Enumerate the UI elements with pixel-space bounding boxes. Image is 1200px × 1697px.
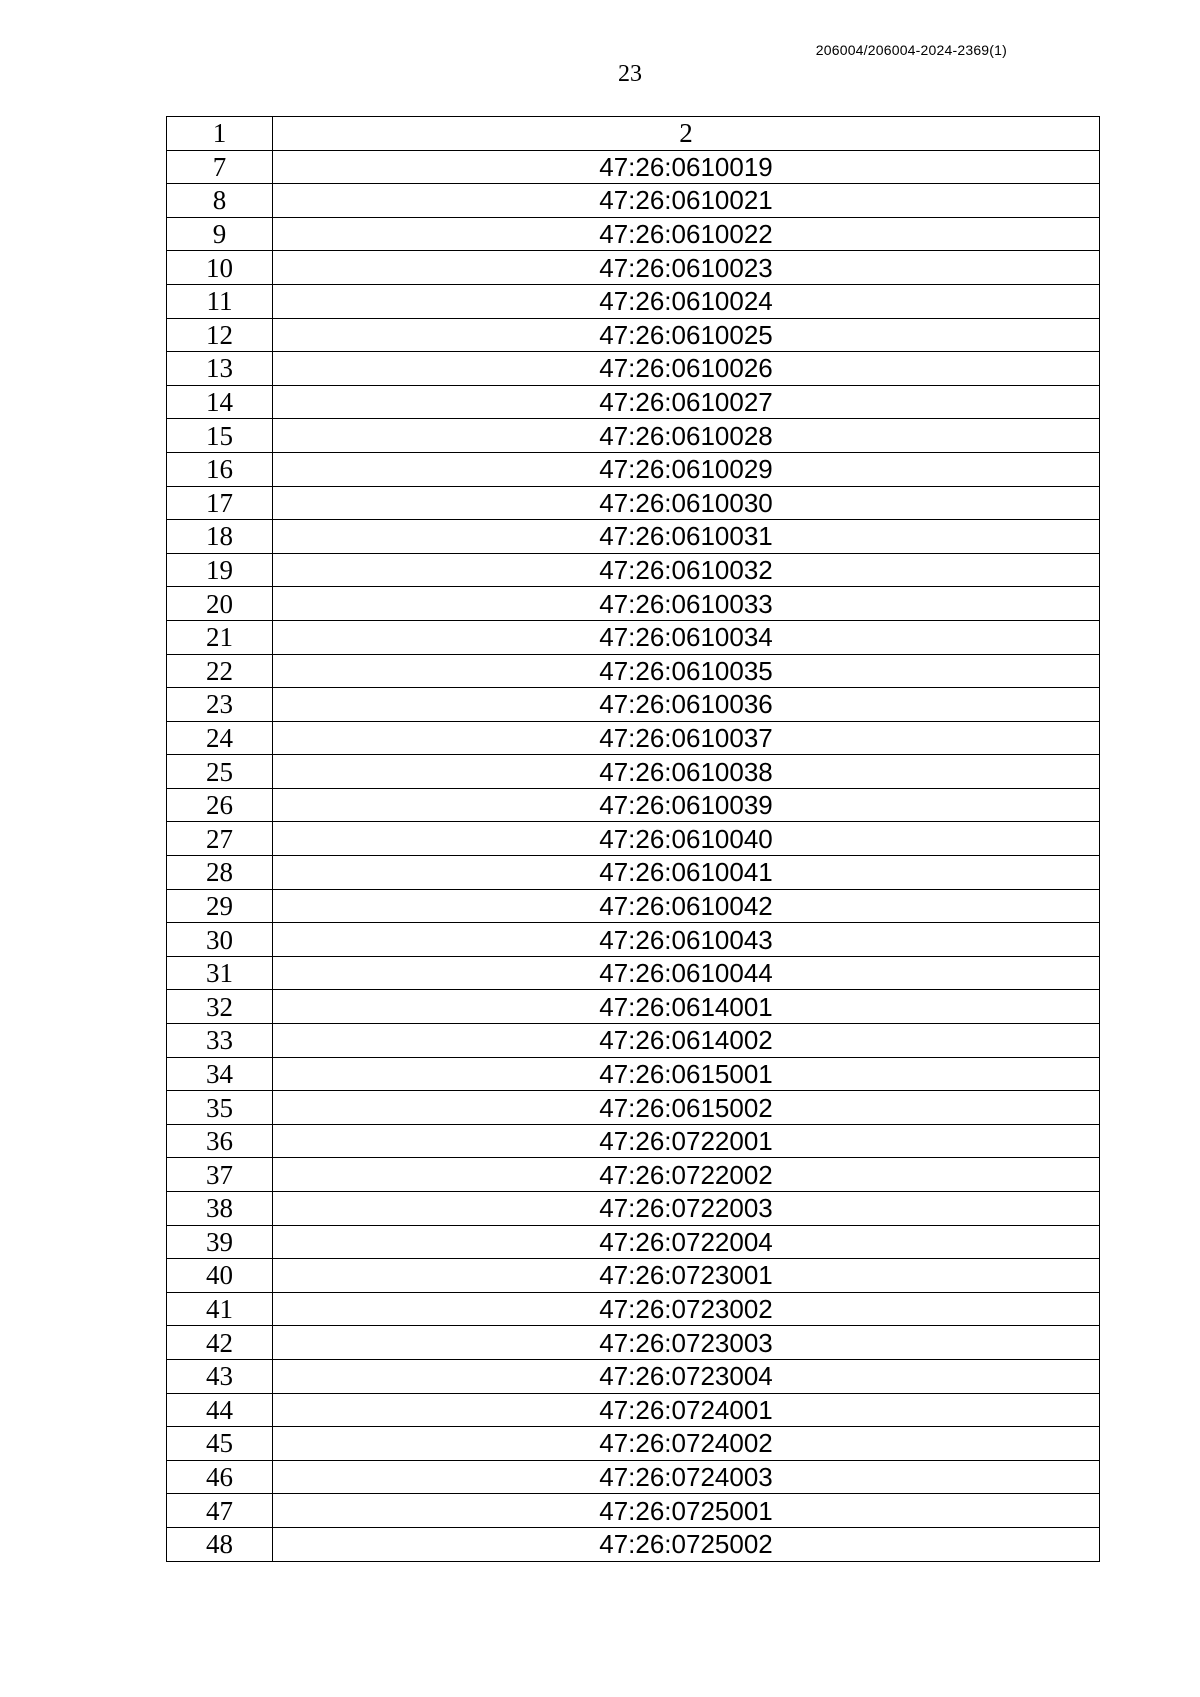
row-number-cell: 7 <box>167 150 273 184</box>
cadastral-number-cell: 47:26:0610032 <box>273 553 1100 587</box>
cadastral-number-cell: 47:26:0610019 <box>273 150 1100 184</box>
table-row <box>167 956 1100 990</box>
cadastral-number-cell: 47:26:0610037 <box>273 721 1100 755</box>
page-number: 23 <box>618 61 642 87</box>
cadastral-table-container <box>166 116 1100 1562</box>
table-row <box>167 284 1100 318</box>
row-number-cell: 24 <box>167 721 273 755</box>
table-row <box>167 184 1100 218</box>
row-number-cell: 44 <box>167 1393 273 1427</box>
row-number-cell: 39 <box>167 1225 273 1259</box>
cadastral-number-cell: 47:26:0615002 <box>273 1091 1100 1125</box>
row-number-cell: 22 <box>167 654 273 688</box>
row-number-cell: 32 <box>167 990 273 1024</box>
table-row <box>167 620 1100 654</box>
cadastral-number-cell: 47:26:0722001 <box>273 1124 1100 1158</box>
cadastral-number-cell: 47:26:0722004 <box>273 1225 1100 1259</box>
cadastral-number-cell: 47:26:0723002 <box>273 1292 1100 1326</box>
row-number-cell: 14 <box>167 385 273 419</box>
table-row <box>167 990 1100 1024</box>
table-row <box>167 553 1100 587</box>
row-number-cell: 11 <box>167 284 273 318</box>
table-row <box>167 1091 1100 1125</box>
cadastral-number-cell: 47:26:0610021 <box>273 184 1100 218</box>
row-number-cell: 40 <box>167 1259 273 1293</box>
table-row <box>167 1192 1100 1226</box>
table-body <box>167 117 1100 1562</box>
cadastral-number-cell: 47:26:0610034 <box>273 620 1100 654</box>
cadastral-number-cell: 47:26:0610038 <box>273 755 1100 789</box>
cadastral-number-cell: 47:26:0610043 <box>273 923 1100 957</box>
table-row <box>167 587 1100 621</box>
row-number-cell: 38 <box>167 1192 273 1226</box>
row-number-cell: 45 <box>167 1427 273 1461</box>
row-number-cell: 42 <box>167 1326 273 1360</box>
table-row <box>167 1024 1100 1058</box>
table-row <box>167 486 1100 520</box>
table-row <box>167 1057 1100 1091</box>
cadastral-number-cell: 47:26:0610031 <box>273 520 1100 554</box>
document-id: 206004/206004-2024-2369(1) <box>815 42 1007 58</box>
table-row <box>167 150 1100 184</box>
cadastral-number-cell: 47:26:0610033 <box>273 587 1100 621</box>
row-number-cell: 18 <box>167 520 273 554</box>
row-number-cell: 28 <box>167 856 273 890</box>
row-number-cell: 37 <box>167 1158 273 1192</box>
row-number-cell: 30 <box>167 923 273 957</box>
cadastral-number-cell: 47:26:0725002 <box>273 1527 1100 1561</box>
row-number-cell: 15 <box>167 419 273 453</box>
row-number-cell: 12 <box>167 318 273 352</box>
cadastral-number-cell: 47:26:0610025 <box>273 318 1100 352</box>
cadastral-number-cell: 47:26:0724002 <box>273 1427 1100 1461</box>
table-row <box>167 1292 1100 1326</box>
row-number-cell: 13 <box>167 352 273 386</box>
header-cell-2: 2 <box>273 117 1100 151</box>
row-number-cell: 33 <box>167 1024 273 1058</box>
table-row <box>167 1427 1100 1461</box>
table-row <box>167 452 1100 486</box>
table-row <box>167 822 1100 856</box>
row-number-cell: 36 <box>167 1124 273 1158</box>
table-row <box>167 755 1100 789</box>
row-number-cell: 20 <box>167 587 273 621</box>
cadastral-number-cell: 47:26:0610026 <box>273 352 1100 386</box>
cadastral-number-cell: 47:26:0610044 <box>273 956 1100 990</box>
cadastral-number-cell: 47:26:0724003 <box>273 1460 1100 1494</box>
row-number-cell: 17 <box>167 486 273 520</box>
cadastral-number-cell: 47:26:0724001 <box>273 1393 1100 1427</box>
cadastral-number-cell: 47:26:0614002 <box>273 1024 1100 1058</box>
row-number-cell: 9 <box>167 217 273 251</box>
row-number-cell: 25 <box>167 755 273 789</box>
cadastral-number-cell: 47:26:0723004 <box>273 1359 1100 1393</box>
row-number-cell: 48 <box>167 1527 273 1561</box>
table-row <box>167 1494 1100 1528</box>
table-header-row <box>167 117 1100 151</box>
row-number-cell: 19 <box>167 553 273 587</box>
table-row <box>167 1158 1100 1192</box>
cadastral-number-cell: 47:26:0610035 <box>273 654 1100 688</box>
row-number-cell: 34 <box>167 1057 273 1091</box>
table-row <box>167 217 1100 251</box>
table-row <box>167 654 1100 688</box>
row-number-cell: 46 <box>167 1460 273 1494</box>
table-row <box>167 1527 1100 1561</box>
row-number-cell: 10 <box>167 251 273 285</box>
table-row <box>167 1225 1100 1259</box>
cadastral-number-cell: 47:26:0610039 <box>273 788 1100 822</box>
row-number-cell: 21 <box>167 620 273 654</box>
table-row <box>167 251 1100 285</box>
row-number-cell: 35 <box>167 1091 273 1125</box>
cadastral-number-cell: 47:26:0615001 <box>273 1057 1100 1091</box>
table-row <box>167 1124 1100 1158</box>
row-number-cell: 23 <box>167 688 273 722</box>
row-number-cell: 31 <box>167 956 273 990</box>
table-row <box>167 1393 1100 1427</box>
row-number-cell: 43 <box>167 1359 273 1393</box>
cadastral-number-cell: 47:26:0610027 <box>273 385 1100 419</box>
table-row <box>167 1259 1100 1293</box>
cadastral-number-cell: 47:26:0723003 <box>273 1326 1100 1360</box>
cadastral-number-cell: 47:26:0723001 <box>273 1259 1100 1293</box>
table-row <box>167 419 1100 453</box>
table-row <box>167 318 1100 352</box>
table-row <box>167 1460 1100 1494</box>
cadastral-number-cell: 47:26:0610024 <box>273 284 1100 318</box>
cadastral-number-cell: 47:26:0610030 <box>273 486 1100 520</box>
table-row <box>167 1326 1100 1360</box>
header-cell-1: 1 <box>167 117 273 151</box>
table-row <box>167 889 1100 923</box>
cadastral-number-cell: 47:26:0610028 <box>273 419 1100 453</box>
cadastral-number-cell: 47:26:0610041 <box>273 856 1100 890</box>
cadastral-number-cell: 47:26:0610040 <box>273 822 1100 856</box>
row-number-cell: 41 <box>167 1292 273 1326</box>
table-row <box>167 520 1100 554</box>
table-row <box>167 352 1100 386</box>
table-row <box>167 385 1100 419</box>
row-number-cell: 47 <box>167 1494 273 1528</box>
row-number-cell: 27 <box>167 822 273 856</box>
cadastral-number-cell: 47:26:0610029 <box>273 452 1100 486</box>
cadastral-number-cell: 47:26:0610023 <box>273 251 1100 285</box>
cadastral-number-cell: 47:26:0722002 <box>273 1158 1100 1192</box>
row-number-cell: 8 <box>167 184 273 218</box>
cadastral-number-cell: 47:26:0610036 <box>273 688 1100 722</box>
table-row <box>167 856 1100 890</box>
row-number-cell: 26 <box>167 788 273 822</box>
cadastral-number-cell: 47:26:0722003 <box>273 1192 1100 1226</box>
table-row <box>167 688 1100 722</box>
table-row <box>167 788 1100 822</box>
row-number-cell: 29 <box>167 889 273 923</box>
table-row <box>167 721 1100 755</box>
cadastral-number-cell: 47:26:0614001 <box>273 990 1100 1024</box>
row-number-cell: 16 <box>167 452 273 486</box>
table-row <box>167 1359 1100 1393</box>
cadastral-number-cell: 47:26:0610022 <box>273 217 1100 251</box>
cadastral-number-cell: 47:26:0610042 <box>273 889 1100 923</box>
cadastral-number-cell: 47:26:0725001 <box>273 1494 1100 1528</box>
cadastral-table <box>166 116 1100 1562</box>
table-row <box>167 923 1100 957</box>
